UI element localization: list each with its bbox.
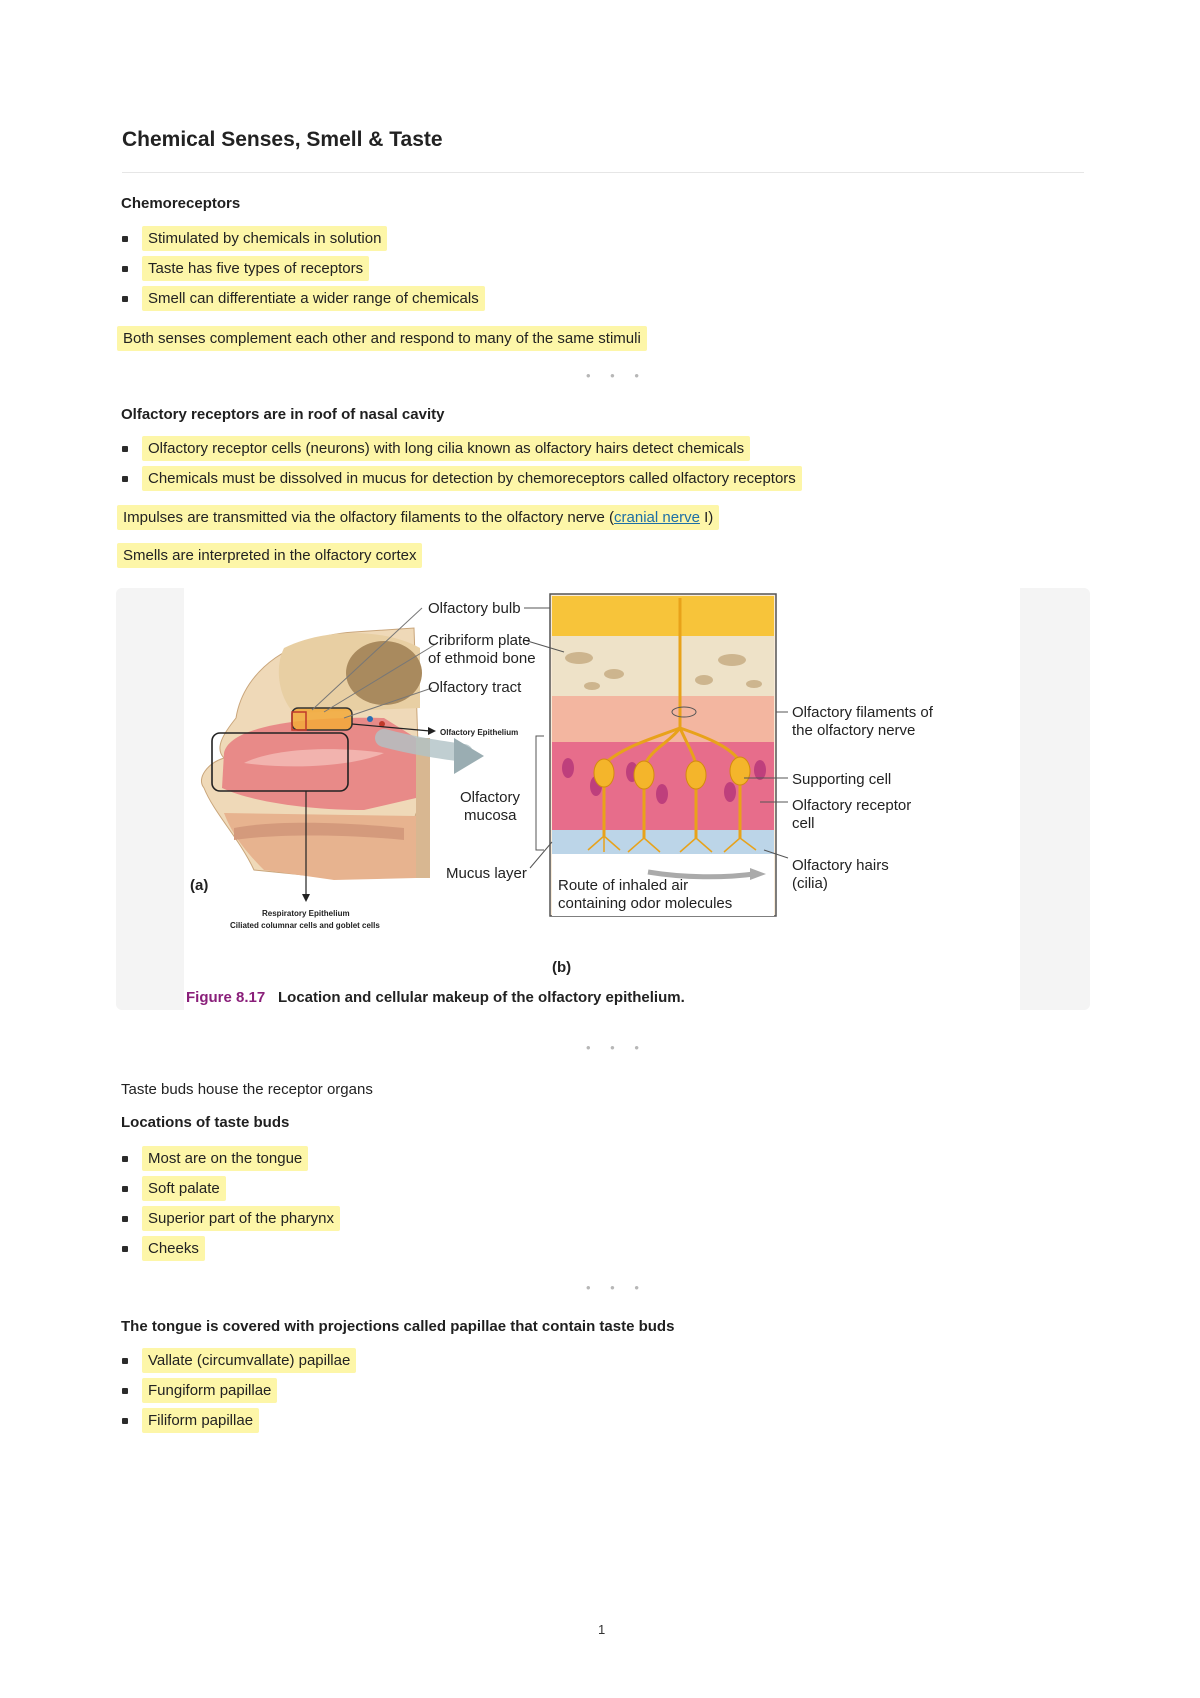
bullet-icon [122, 446, 128, 452]
label-olfactory-mucosa: Olfactory [460, 789, 521, 806]
list-item: Most are on the tongue [118, 1146, 308, 1171]
bullet-icon [122, 296, 128, 302]
list-item: Olfactory receptor cells (neurons) with long cilia known as olfactory hairs detect chemicals [118, 436, 750, 461]
paragraph-complement: Both senses complement each other and respond to many of the same stimuli [117, 330, 647, 348]
page-number: 1 [598, 1622, 606, 1637]
head-section-drawing [201, 628, 484, 902]
page-title: Chemical Senses, Smell & Taste [122, 128, 443, 151]
bullet-icon [122, 266, 128, 272]
list-item: Fungiform papillae [118, 1378, 277, 1403]
section-heading-olfactory: Olfactory receptors are in roof of nasal cavity [121, 406, 445, 423]
list-item: Soft palate [118, 1176, 226, 1201]
bullet-icon [122, 236, 128, 242]
bullet-icon [122, 1216, 128, 1222]
list-item: Vallate (circumvallate) papillae [118, 1348, 356, 1373]
label-olfactory-hairs: Olfactory hairs [792, 857, 889, 874]
label-mucus-layer: Mucus layer [446, 865, 527, 882]
cranial-nerve-link[interactable]: cranial nerve [614, 509, 700, 526]
label-olfactory-filaments: Olfactory filaments of [792, 704, 933, 721]
list-item: Filiform papillae [118, 1408, 259, 1433]
bullet-icon [122, 1358, 128, 1364]
list-item: Superior part of the pharynx [118, 1206, 340, 1231]
title-divider [122, 172, 1084, 173]
label-ciliated-cells: Ciliated columnar cells and goblet cells [230, 921, 380, 930]
figure-caption-text: Location and cellular makeup of the olfactory epithelium. [278, 989, 685, 1006]
label-olfactory-epithelium: Olfactory Epithelium [440, 728, 519, 737]
list-item: Cheeks [118, 1236, 205, 1261]
label-cribriform-plate: Cribriform plate [428, 632, 531, 649]
list-item: Chemicals must be dissolved in mucus for detection by chemoreceptors called olfactory receptors [118, 466, 802, 491]
section-heading-chemoreceptors: Chemoreceptors [121, 195, 241, 212]
label-olfactory-bulb: Olfactory bulb [428, 600, 521, 617]
section-separator: • • • [586, 1280, 647, 1295]
label-panel-b: (b) [552, 959, 572, 976]
label-cilia: (cilia) [792, 875, 828, 892]
section-heading-papillae: The tongue is covered with projections called papillae that contain taste buds [121, 1318, 675, 1335]
bullet-icon [122, 1388, 128, 1394]
epithelium-inset-drawing [550, 594, 776, 916]
label-ethmoid-bone: of ethmoid bone [428, 650, 536, 667]
paragraph-cortex: Smells are interpreted in the olfactory cortex [117, 547, 422, 565]
section-heading-taste-locations: Locations of taste buds [121, 1114, 290, 1131]
olfactory-epithelium-illustration [184, 588, 1020, 1010]
label-olfactory-tract: Olfactory tract [428, 679, 522, 696]
bullet-icon [122, 1186, 128, 1192]
section-separator: • • • [586, 1040, 647, 1055]
label-receptor-cell: cell [792, 815, 815, 832]
bullet-icon [122, 1418, 128, 1424]
label-olfactory-receptor: Olfactory receptor [792, 797, 912, 814]
list-item: Smell can differentiate a wider range of chemicals [118, 286, 485, 311]
figure-image [184, 588, 1020, 1010]
figure-caption-number: Figure 8.17 [186, 989, 266, 1006]
section-separator: • • • [586, 368, 647, 383]
bullet-icon [122, 476, 128, 482]
paragraph-taste-buds: Taste buds house the receptor organs [121, 1081, 373, 1098]
paragraph-impulses: Impulses are transmitted via the olfactory filaments to the olfactory nerve (cranial nerve I) [117, 509, 719, 527]
label-olfactory-nerve: the olfactory nerve [792, 722, 916, 739]
label-supporting-cell: Supporting cell [792, 771, 892, 788]
list-item: Taste has five types of receptors [118, 256, 369, 281]
label-panel-a: (a) [190, 877, 209, 894]
bullet-icon [122, 1246, 128, 1252]
label-mucosa: mucosa [464, 807, 517, 824]
label-odor-molecules: containing odor molecules [558, 895, 733, 912]
label-route-inhaled-air: Route of inhaled air [558, 877, 689, 894]
bullet-icon [122, 1156, 128, 1162]
list-item: Stimulated by chemicals in solution [118, 226, 387, 251]
label-respiratory-epithelium: Respiratory Epithelium [262, 909, 350, 918]
